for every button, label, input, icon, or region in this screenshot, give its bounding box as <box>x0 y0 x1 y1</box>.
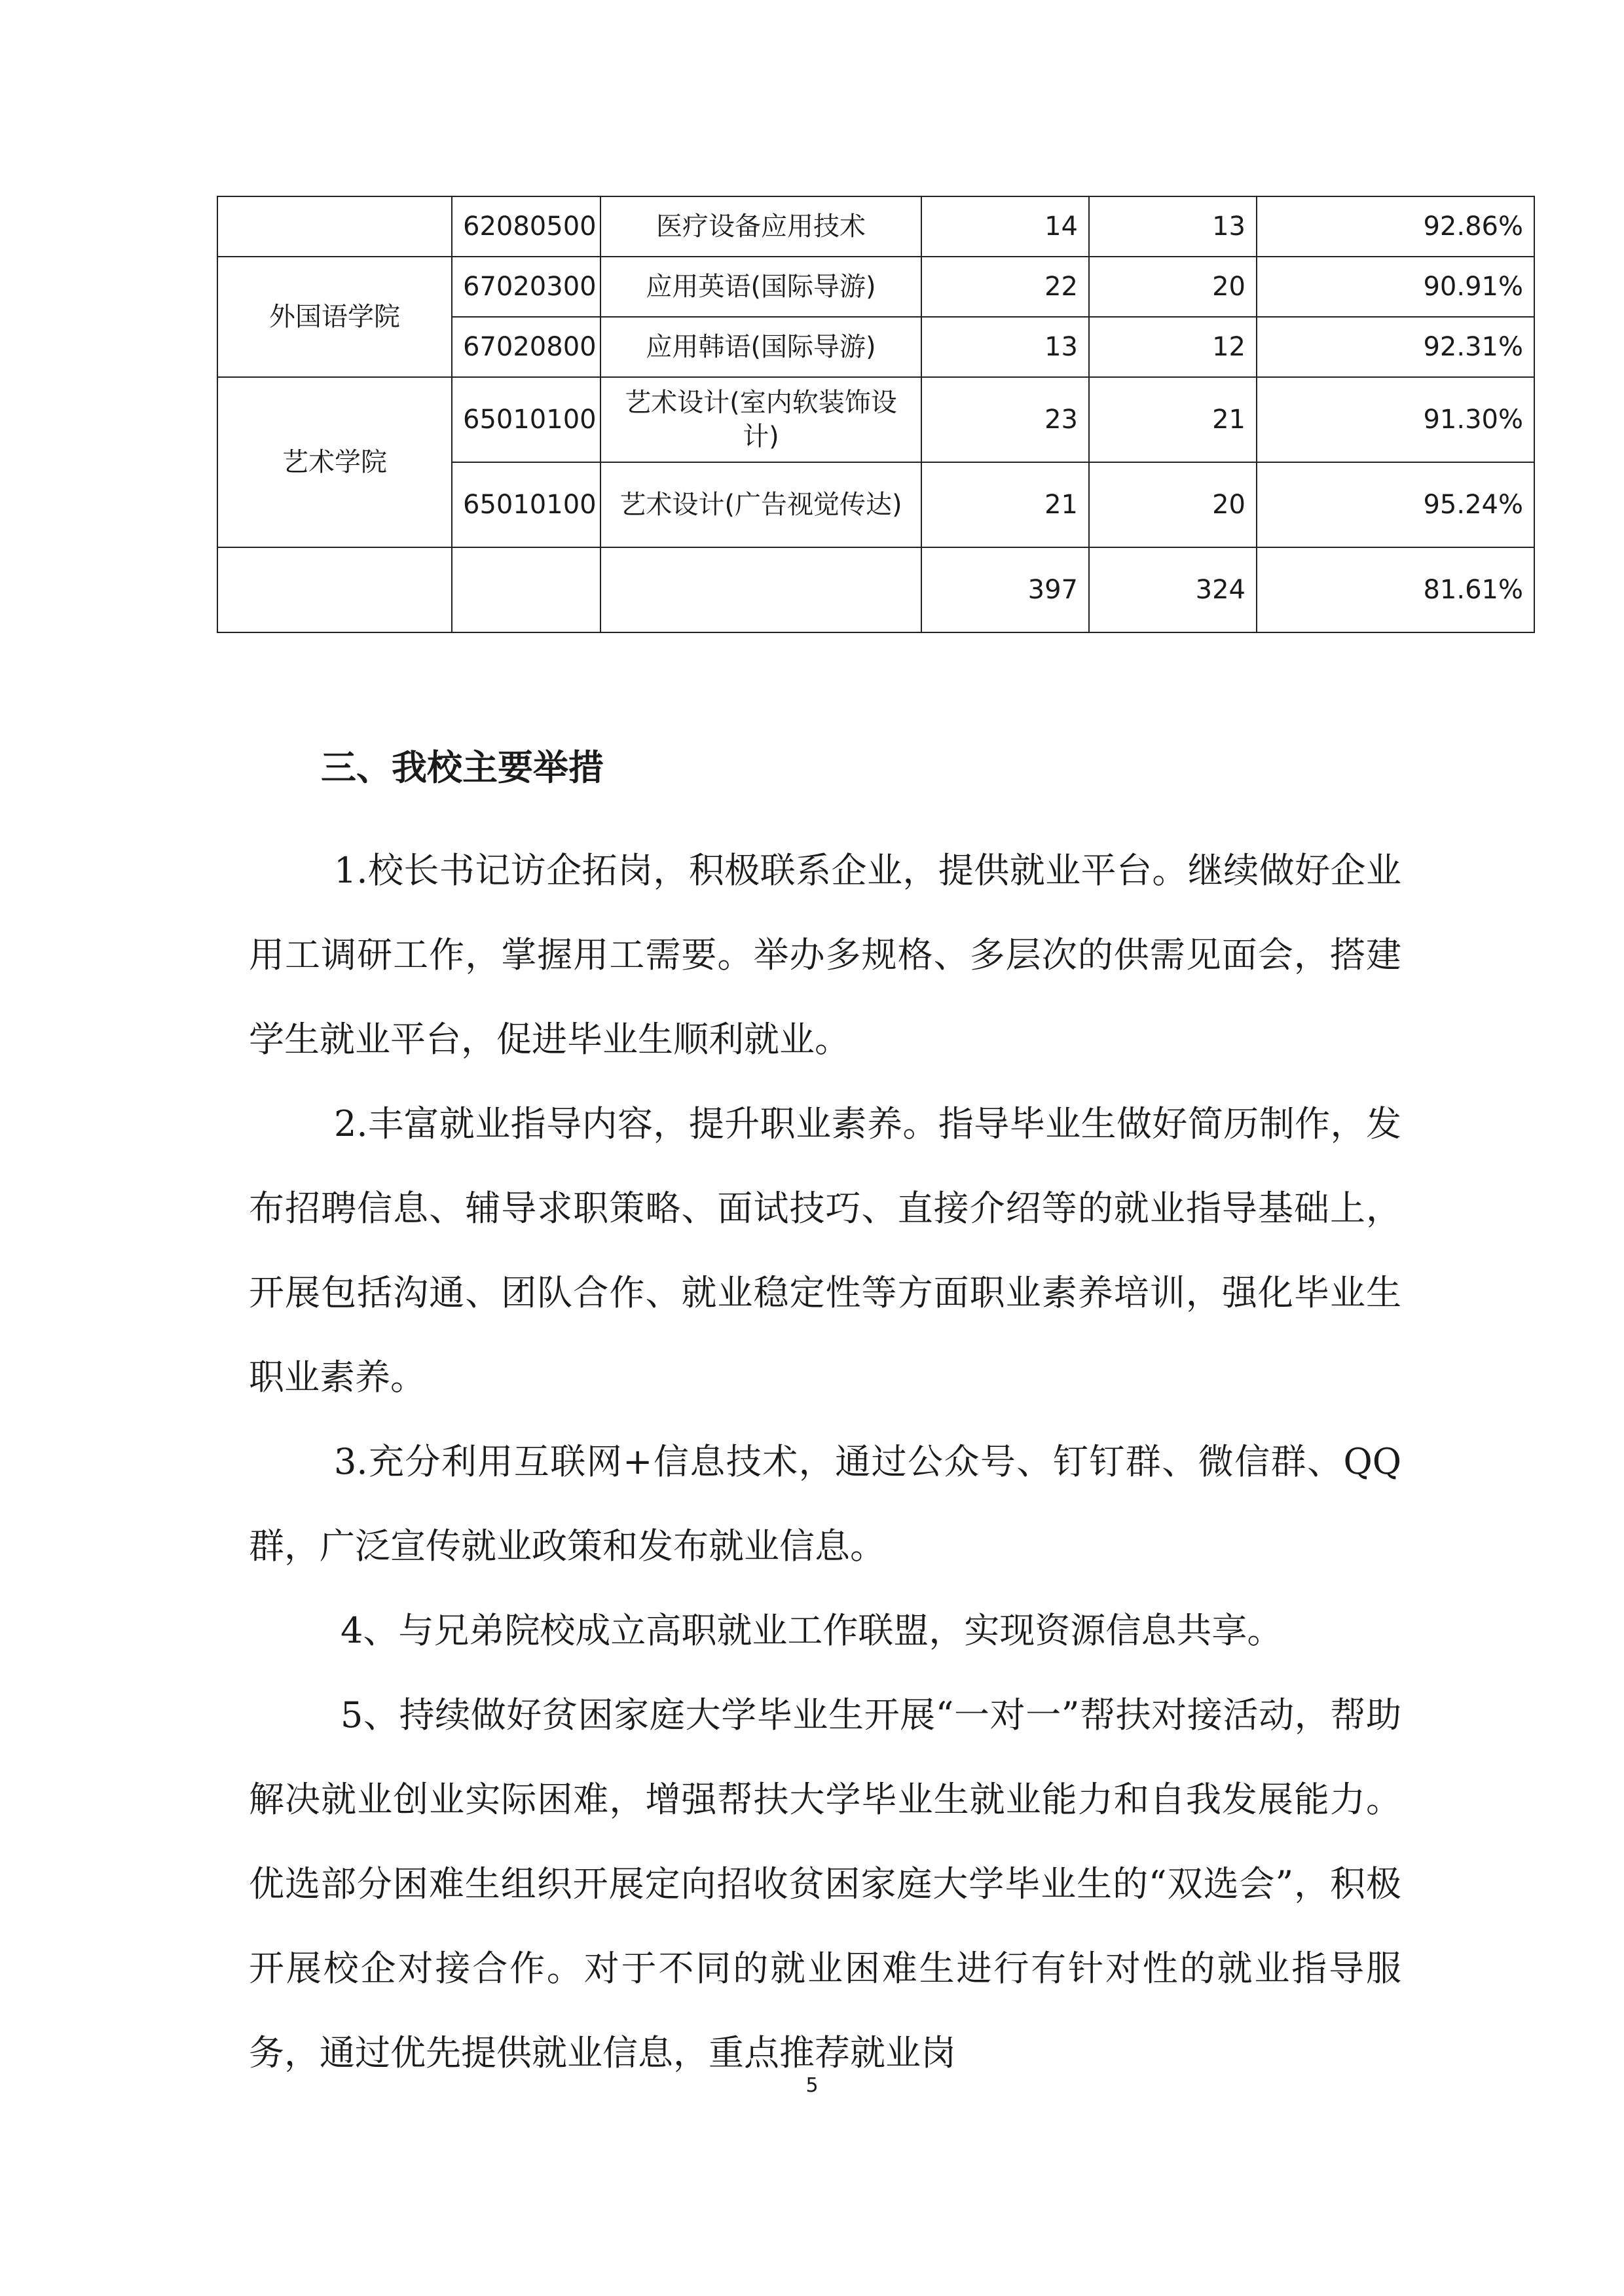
table-row <box>217 377 1534 462</box>
page-number: 5 <box>805 2074 819 2097</box>
employed-count-cell: 12 <box>1089 317 1257 377</box>
graduates-count-cell: 23 <box>921 377 1089 462</box>
total-graduates-cell: 397 <box>921 547 1089 632</box>
major-name-cell <box>600 547 921 632</box>
college-cell <box>217 547 452 632</box>
college-cell <box>217 196 452 257</box>
employment-rate-cell: 90.91% <box>1257 257 1534 317</box>
paragraph: 2.丰富就业指导内容，提升职业素养。指导毕业生做好简历制作，发布招聘信息、辅导求职策略、面试技巧、直接介绍等的就业指导基础上，开展包括沟通、团队合作、就业稳定性等方面职业素养培训，强化毕业生职业素养。 <box>249 1103 1401 1398</box>
employment-rate-cell: 92.31% <box>1257 317 1534 377</box>
employed-count-cell: 13 <box>1089 196 1257 257</box>
major-name-cell: 应用英语(国际导游) <box>600 257 921 317</box>
graduates-count-cell: 21 <box>921 462 1089 547</box>
section-heading: 三、我校主要举措 <box>321 747 604 788</box>
major-name-cell: 艺术设计(广告视觉传达) <box>600 462 921 547</box>
employed-count-cell: 20 <box>1089 257 1257 317</box>
graduates-count-cell: 14 <box>921 196 1089 257</box>
college-cell: 艺术学院 <box>217 377 452 547</box>
employed-count-cell: 21 <box>1089 377 1257 462</box>
major-code-cell: 65010100 <box>452 377 600 462</box>
major-name-cell: 艺术设计(室内软装饰设计) <box>600 377 921 462</box>
measures-list <box>249 828 1401 2095</box>
paragraph: 3.充分利用互联网+信息技术，通过公众号、钉钉群、微信群、QQ群，广泛宣传就业政策和发布就业信息。 <box>249 1441 1401 1567</box>
paragraph: 4、与兄弟院校成立高职就业工作联盟，实现资源信息共享。 <box>341 1610 1283 1651</box>
graduates-count-cell: 22 <box>921 257 1089 317</box>
total-employed-cell: 324 <box>1089 547 1257 632</box>
college-cell: 外国语学院 <box>217 257 452 377</box>
major-code-cell <box>452 547 600 632</box>
graduates-count-cell: 13 <box>921 317 1089 377</box>
table-row <box>217 196 1534 257</box>
total-rate-cell: 81.61% <box>1257 547 1534 632</box>
table-row <box>217 257 1534 317</box>
employment-rate-cell: 91.30% <box>1257 377 1534 462</box>
major-code-cell: 65010100 <box>452 462 600 547</box>
major-code-cell: 67020800 <box>452 317 600 377</box>
major-code-cell: 62080500 <box>452 196 600 257</box>
paragraph: 5、持续做好贫困家庭大学毕业生开展“一对一”帮扶对接活动，帮助解决就业创业实际困难，增强帮扶大学毕业生就业能力和自我发展能力。优选部分困难生组织开展定向招收贫困家庭大学毕业生的“双选会”，积极开展校企对接合作。对于不同的就业困难生进行有针对性的就业指导服务，通过优先提供就业信息，重点推荐就业岗 <box>249 1694 1401 2073</box>
major-name-cell: 应用韩语(国际导游) <box>600 317 921 377</box>
paragraph: 1.校长书记访企拓岗，积极联系企业，提供就业平台。继续做好企业用工调研工作，掌握用工需要。举办多规格、多层次的供需见面会，搭建学生就业平台，促进毕业生顺利就业。 <box>249 850 1401 1060</box>
major-code-cell: 67020300 <box>452 257 600 317</box>
employed-count-cell: 20 <box>1089 462 1257 547</box>
employment-rate-cell: 92.86% <box>1257 196 1534 257</box>
major-name-cell: 医疗设备应用技术 <box>600 196 921 257</box>
employment-rate-cell: 95.24% <box>1257 462 1534 547</box>
employment-table <box>217 196 1535 633</box>
total-row <box>217 547 1534 632</box>
